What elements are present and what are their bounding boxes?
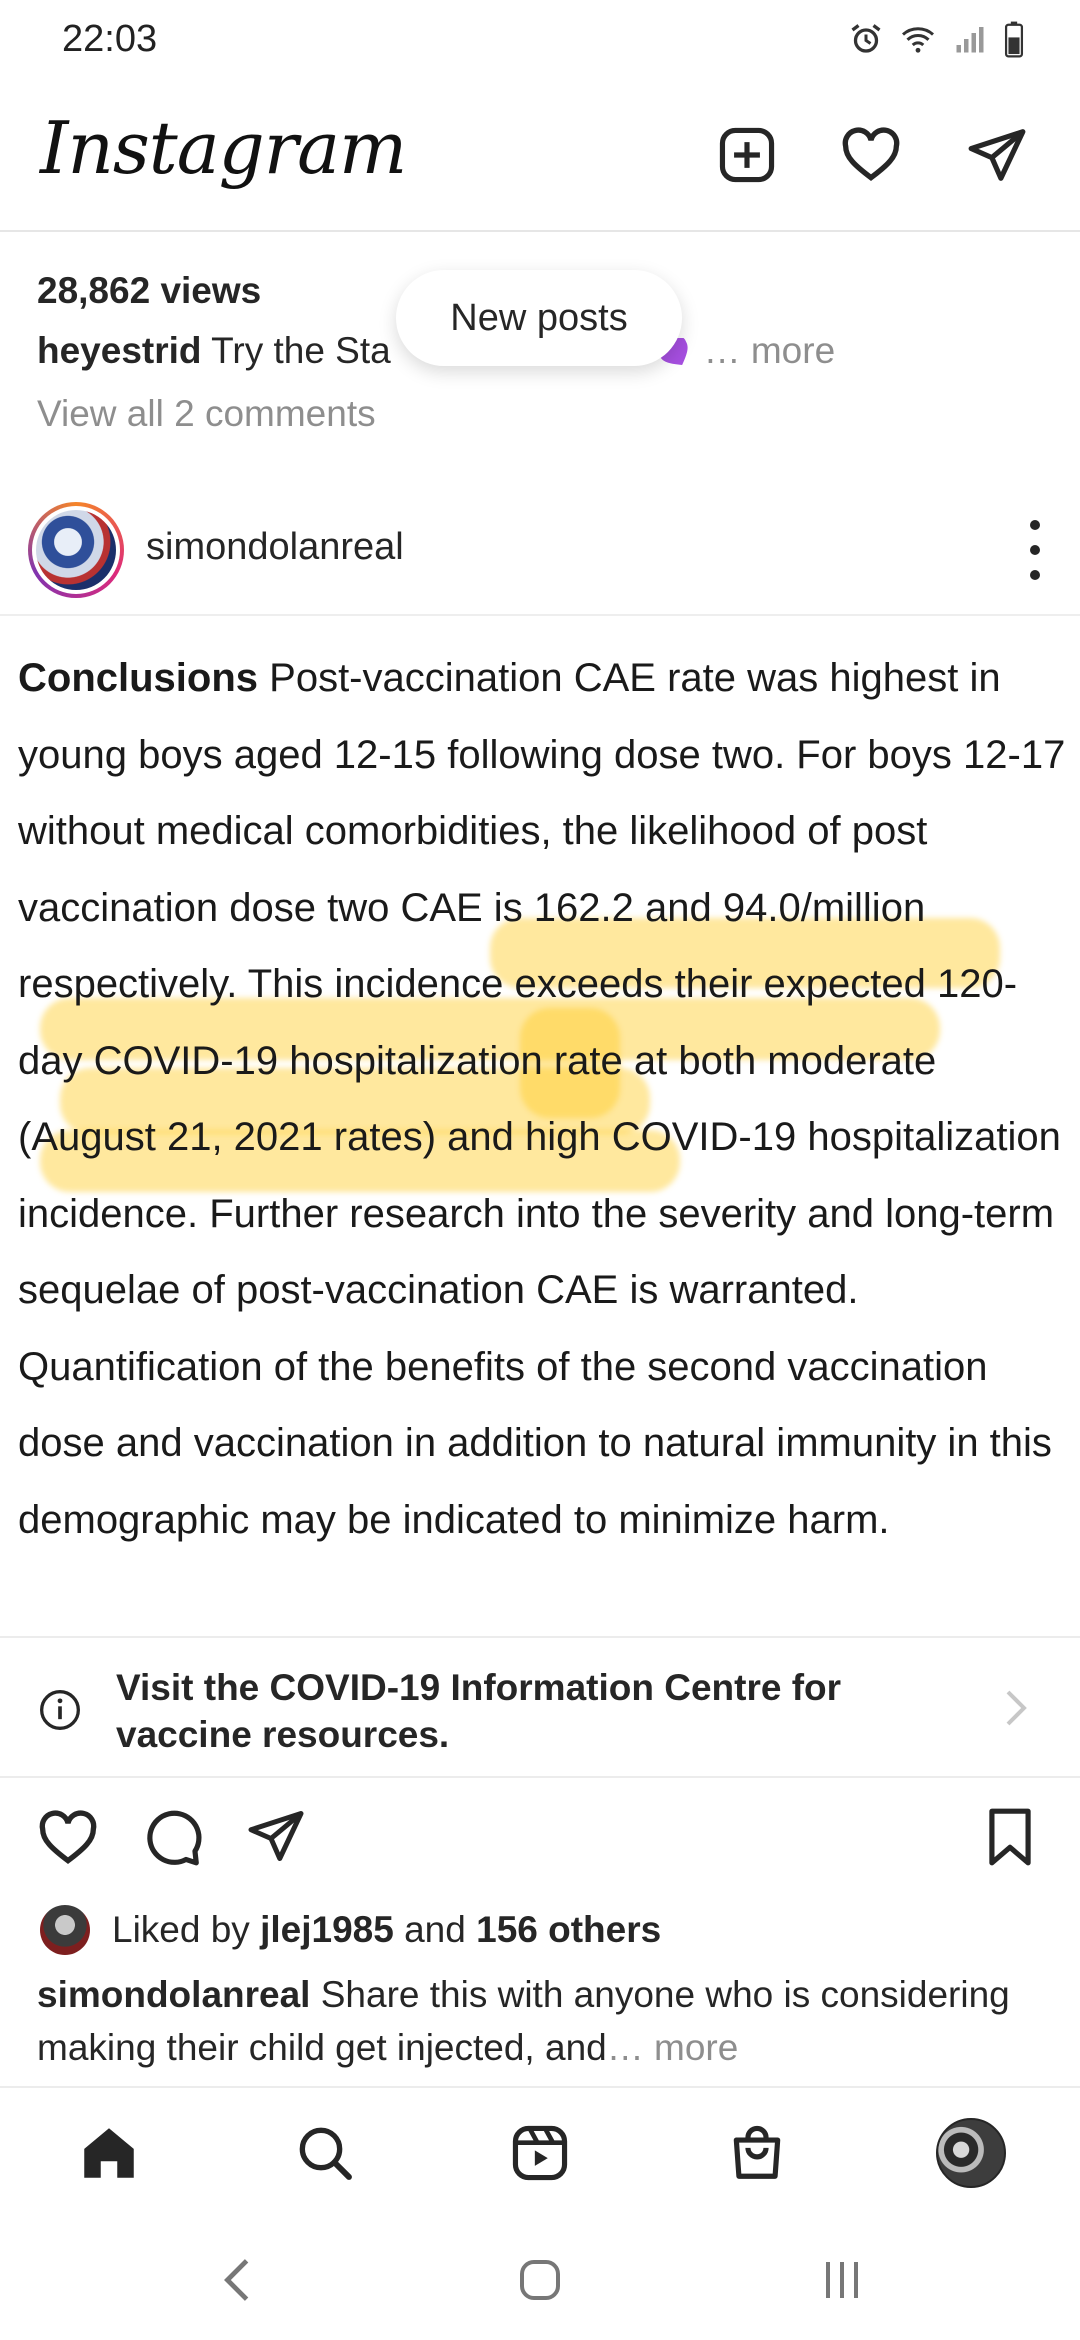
- nav-shop[interactable]: [722, 2118, 792, 2188]
- comment-button[interactable]: [142, 1806, 204, 1873]
- covid-info-banner[interactable]: [0, 1636, 1080, 1778]
- shop-icon: [726, 2122, 788, 2184]
- activity-button[interactable]: [836, 120, 906, 190]
- status-time: 22:03: [62, 18, 158, 60]
- bookmark-icon: [982, 1806, 1038, 1868]
- alarm-icon: [848, 21, 884, 57]
- like-button[interactable]: [36, 1806, 100, 1875]
- search-icon: [293, 2121, 357, 2185]
- status-icons: [848, 20, 1026, 58]
- liked-by-and: and: [404, 1909, 466, 1950]
- instagram-logo[interactable]: Instagram: [40, 106, 407, 190]
- nav-search[interactable]: [290, 2118, 360, 2188]
- back-icon[interactable]: [222, 2256, 252, 2304]
- direct-messages-button[interactable]: [962, 120, 1032, 190]
- home-icon: [76, 2120, 142, 2186]
- caption-more-link[interactable]: … more: [703, 330, 836, 371]
- conclusions-body: Post-vaccination CAE rate was highest in young boys aged 12-15 following dose two. For boys 12-17 without medical comorbidities, the likelihood of post vaccination dose two CAE is 162.2 and 94.0/million respectively. This incidence exceeds their expected 120-day COVID-19 hospitalization rate at both moderate (August 21, 2021 rates) and high COVID-19 hospitalization incidence. Further research into the severity and long-term sequelae of post-vaccination CAE is warranted. Quantification of the benefits of the second vaccination dose and vaccination in addition to natural immunity in this demographic may be indicated to minimize harm.: [18, 656, 1066, 1542]
- avatar[interactable]: [28, 502, 124, 598]
- liked-by-row[interactable]: [40, 1905, 661, 1955]
- liked-by-others[interactable]: 156 others: [476, 1909, 662, 1950]
- views-count[interactable]: 28,862 views: [37, 270, 262, 311]
- caption-username[interactable]: heyestrid: [37, 330, 202, 371]
- avatar-image: [36, 510, 116, 590]
- heart-icon: [36, 1806, 100, 1870]
- system-nav-bar: [0, 2216, 1080, 2340]
- post-options-button[interactable]: [1020, 520, 1050, 580]
- more-dot-icon: [1030, 570, 1040, 580]
- more-dot-icon: [1030, 520, 1040, 530]
- post-username[interactable]: simondolanreal: [146, 526, 404, 568]
- app-header: [0, 84, 1080, 232]
- home-button-icon[interactable]: [516, 2256, 564, 2304]
- caption-username[interactable]: simondolanreal: [37, 1974, 311, 2015]
- bottom-nav: [0, 2086, 1080, 2216]
- post-image-text: [18, 640, 1068, 1558]
- share-button[interactable]: [246, 1806, 306, 1871]
- reels-icon: [509, 2122, 571, 2184]
- add-post-icon: [716, 124, 778, 186]
- save-button[interactable]: [982, 1806, 1038, 1873]
- chevron-right-icon: [1002, 1688, 1030, 1728]
- conclusions-heading: Conclusions: [18, 656, 259, 700]
- nav-home[interactable]: [74, 2118, 144, 2188]
- post-header: [0, 490, 1080, 616]
- more-dot-icon: [1030, 545, 1040, 555]
- caption-text-start: Try the Sta: [211, 330, 391, 371]
- signal-icon: [952, 21, 988, 57]
- heart-icon: [839, 123, 903, 187]
- nav-profile[interactable]: [936, 2118, 1006, 2188]
- liked-by-avatar: [40, 1905, 90, 1955]
- status-bar: [0, 0, 1080, 84]
- nav-reels[interactable]: [505, 2118, 575, 2188]
- post-image[interactable]: [0, 618, 1080, 1636]
- post-caption[interactable]: [37, 1968, 1047, 2074]
- profile-avatar: [936, 2118, 1006, 2188]
- recent-apps-icon[interactable]: [822, 2256, 862, 2304]
- caption-text: Share this with anyone who is considering making their child get injected, and: [37, 1974, 1010, 2068]
- battery-icon: [1002, 20, 1026, 58]
- liked-by-user[interactable]: jlej1985: [260, 1909, 394, 1950]
- info-icon: [38, 1688, 82, 1732]
- comment-icon: [142, 1806, 204, 1868]
- view-all-comments-link[interactable]: View all 2 comments: [37, 393, 376, 434]
- direct-message-icon: [966, 124, 1028, 186]
- wifi-icon: [898, 21, 938, 57]
- share-icon: [246, 1806, 306, 1866]
- liked-by-prefix: Liked by: [112, 1909, 250, 1950]
- covid-info-text: Visit the COVID-19 Information Centre for vaccine resources.: [116, 1667, 842, 1755]
- new-post-button[interactable]: [712, 120, 782, 190]
- post-actions: [0, 1800, 1080, 1880]
- new-posts-button[interactable]: New posts: [396, 270, 682, 366]
- caption-more-link[interactable]: … more: [606, 2027, 739, 2068]
